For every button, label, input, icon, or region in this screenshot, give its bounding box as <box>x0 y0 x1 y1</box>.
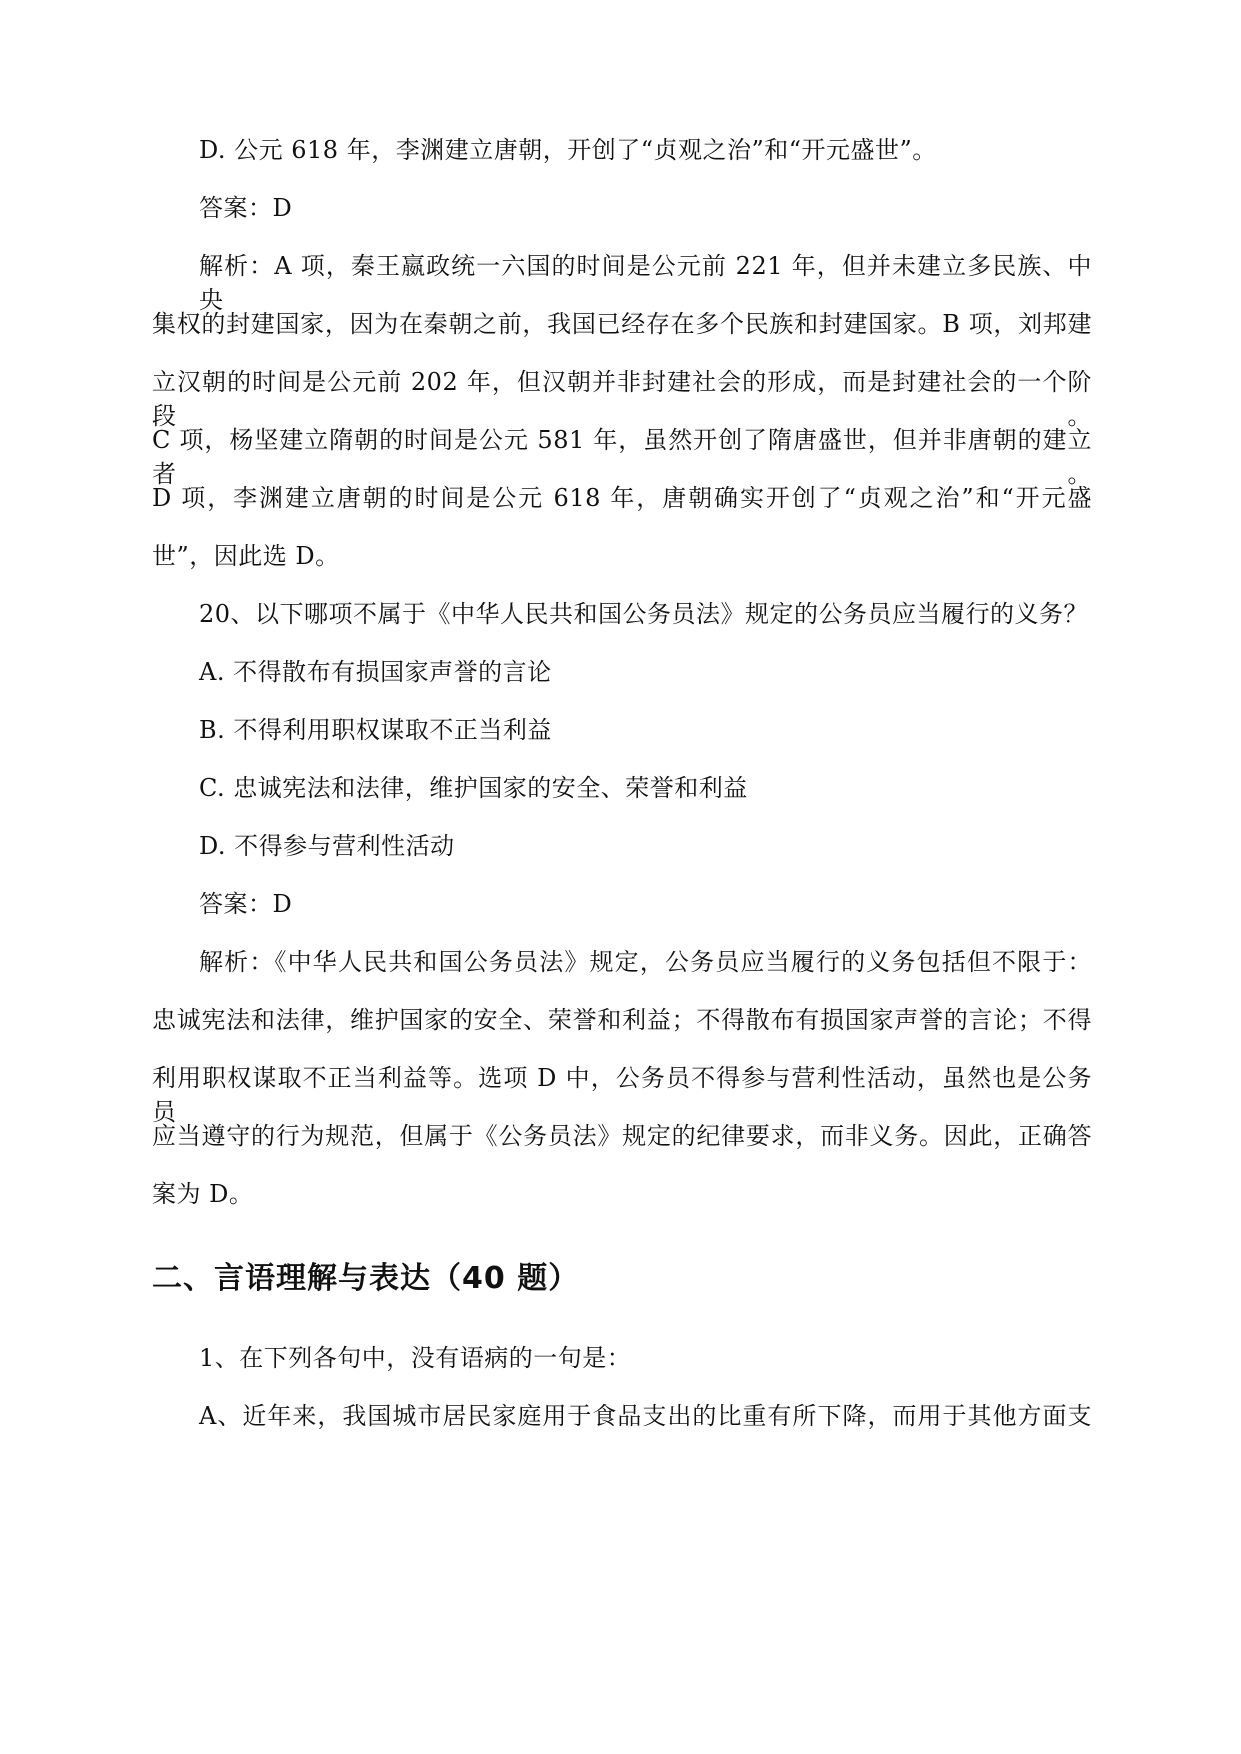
q20-analysis-line-3: 利用职权谋取不正当利益等。选项 D 中，公务员不得参与营利性活动，虽然也是公务员 <box>152 1064 1092 1126</box>
q20-question: 20、以下哪项不属于《中华人民共和国公务员法》规定的公务员应当履行的义务？ <box>199 600 1089 628</box>
section-heading: 二、言语理解与表达（40 题） <box>152 1261 580 1296</box>
q20-option-b: B. 不得利用职权谋取不正当利益 <box>199 716 552 744</box>
q19-analysis-line-2: 集权的封建国家，因为在秦朝之前，我国已经存在多个民族和封建国家。B 项，刘邦建 <box>152 310 1092 338</box>
q20-analysis-line-5: 案为 D。 <box>152 1180 254 1208</box>
q20-option-c: C. 忠诚宪法和法律，维护国家的安全、荣誉和利益 <box>199 774 748 802</box>
q19-analysis-line-3: 立汉朝的时间是公元前 202 年，但汉朝并非封建社会的形成，而是封建社会的一个阶段。 <box>152 368 1092 430</box>
q20-analysis-line-4: 应当遵守的行为规范，但属于《公务员法》规定的纪律要求，而非义务。因此，正确答 <box>152 1122 1092 1150</box>
q19-option-d: D. 公元 618 年，李渊建立唐朝，开创了“贞观之治”和“开元盛世”。 <box>199 136 937 164</box>
q19-analysis-line-1: 解析：A 项，秦王嬴政统一六国的时间是公元前 221 年，但并未建立多民族、中央 <box>199 252 1092 314</box>
s2-q1-question: 1、在下列各句中，没有语病的一句是： <box>199 1344 632 1372</box>
q20-option-a: A. 不得散布有损国家声誉的言论 <box>199 658 552 686</box>
q19-analysis-line-4: C 项，杨坚建立隋朝的时间是公元 581 年，虽然开创了隋唐盛世，但并非唐朝的建立者。 <box>152 426 1092 488</box>
q20-analysis-line-1: 解析：《中华人民共和国公务员法》规定，公务员应当履行的义务包括但不限于： <box>199 948 1092 976</box>
q19-analysis-line-6: 世”，因此选 D。 <box>152 542 340 570</box>
q20-answer: 答案：D <box>199 890 293 918</box>
s2-q1-option-a: A、近年来，我国城市居民家庭用于食品支出的比重有所下降，而用于其他方面支 <box>199 1402 1092 1430</box>
q20-analysis-line-2: 忠诚宪法和法律，维护国家的安全、荣誉和利益；不得散布有损国家声誉的言论；不得 <box>152 1006 1092 1034</box>
q20-option-d: D. 不得参与营利性活动 <box>199 832 455 860</box>
q19-analysis-line-5: D 项，李渊建立唐朝的时间是公元 618 年，唐朝确实开创了“贞观之治”和“开元盛 <box>152 484 1092 512</box>
q19-answer: 答案：D <box>199 194 293 222</box>
